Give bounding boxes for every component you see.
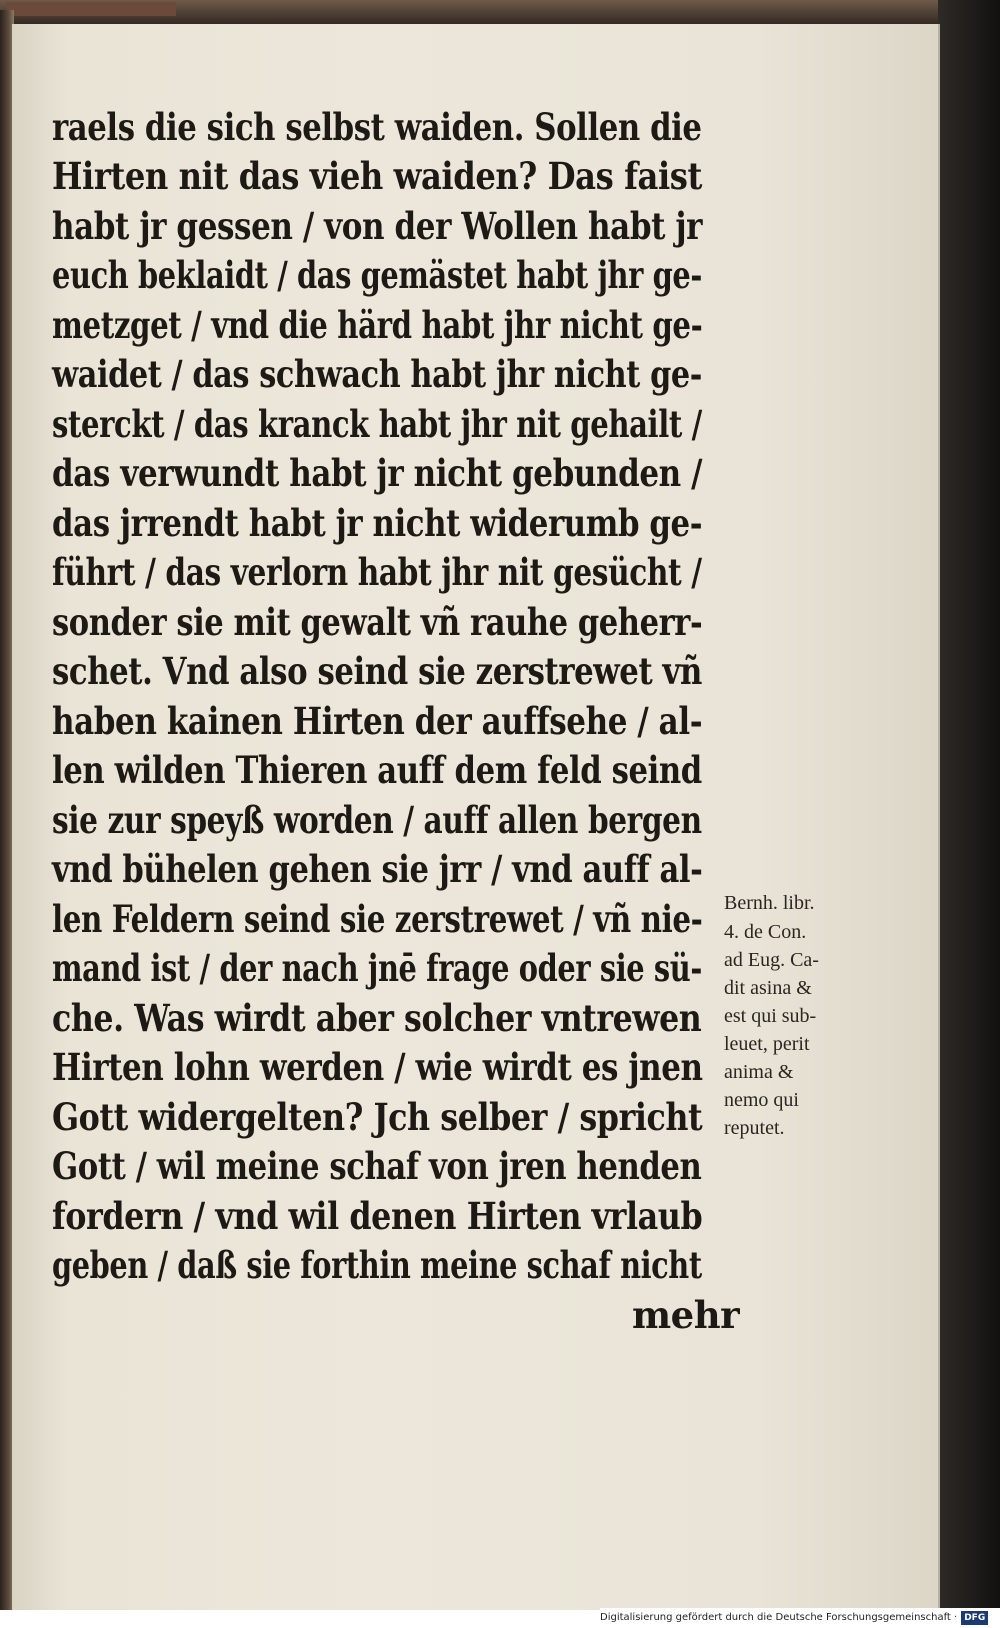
text-line: euch beklaidt / das gemästet habt jhr ge-: [52, 253, 702, 297]
marginal-line: 4. de Con.: [724, 921, 807, 943]
book-top-edge: [0, 0, 1000, 26]
bookmark-tab: [6, 2, 176, 16]
marginal-line: anima &: [724, 1061, 794, 1083]
text-line: sterckt / das kranck habt jhr nit gehailt /: [52, 402, 702, 446]
text-line: raels die sich selbst waiden. Sollen die: [52, 105, 702, 149]
marginal-line: est qui sub-: [724, 1005, 817, 1027]
text-line: Hirten nit das vieh waiden? Das faist: [52, 154, 702, 198]
digitization-credit: [600, 1608, 1000, 1628]
marginal-line: ad Eug. Ca-: [724, 949, 819, 971]
text-line: das verwundt habt jr nicht gebunden /: [52, 451, 703, 495]
text-line: vnd bühelen gehen sie jrr / vnd auff al-: [52, 847, 703, 891]
text-line: habt jr gessen / von der Wollen habt jr: [52, 204, 703, 248]
marginal-line: leuet, perit: [724, 1033, 810, 1055]
marginal-line: dit asina &: [724, 977, 812, 999]
text-line: geben / daß sie forthin meine schaf nicht: [52, 1243, 702, 1287]
text-line: das jrrendt habt jr nicht widerumb ge-: [52, 501, 703, 545]
text-line: len wilden Thieren auff dem feld seind: [52, 748, 702, 792]
text-line: fordern / vnd wil denen Hirten vrlaub: [52, 1194, 703, 1238]
text-line: Hirten lohn werden / wie wirdt es jnen: [52, 1045, 703, 1089]
text-line: metzget / vnd die härd habt jhr nicht ge-: [52, 303, 703, 347]
text-line: Gott widergelten? Jch selber / spricht: [52, 1095, 703, 1139]
paper-page: [12, 24, 940, 1610]
text-line: len Feldern seind sie zerstrewet / vñ nie-: [52, 897, 703, 941]
text-line: mand ist / der nach jnē frage oder sie sü-: [52, 946, 702, 990]
text-line: sonder sie mit gewalt vñ rauhe geherr-: [52, 600, 703, 644]
text-line: waidet / das schwach habt jhr nicht ge-: [52, 352, 702, 396]
text-line: sie zur speyß worden / auff allen bergen: [52, 798, 702, 842]
dfg-logo: DFG: [961, 1611, 988, 1625]
text-line: che. Was wirdt aber solcher vntrewen: [52, 996, 702, 1040]
marginal-line: reputet.: [724, 1117, 785, 1139]
marginal-line: nemo qui: [724, 1089, 799, 1111]
text-line: schet. Vnd also seind sie zerstrewet vñ: [52, 649, 702, 693]
book-right-edge: [938, 0, 1000, 1628]
catchword: mehr: [632, 1293, 740, 1337]
marginal-line: Bernh. libr.: [724, 892, 815, 914]
text-line: haben kainen Hirten der auffsehe / al-: [52, 699, 703, 743]
credit-text: Digitalisierung gefördert durch die Deutsche Forschungsgemeinschaft ·: [600, 1612, 958, 1623]
text-line: Gott / wil meine schaf von jren henden: [52, 1144, 702, 1188]
text-line: führt / das verlorn habt jhr nit gesücht /: [52, 550, 702, 594]
